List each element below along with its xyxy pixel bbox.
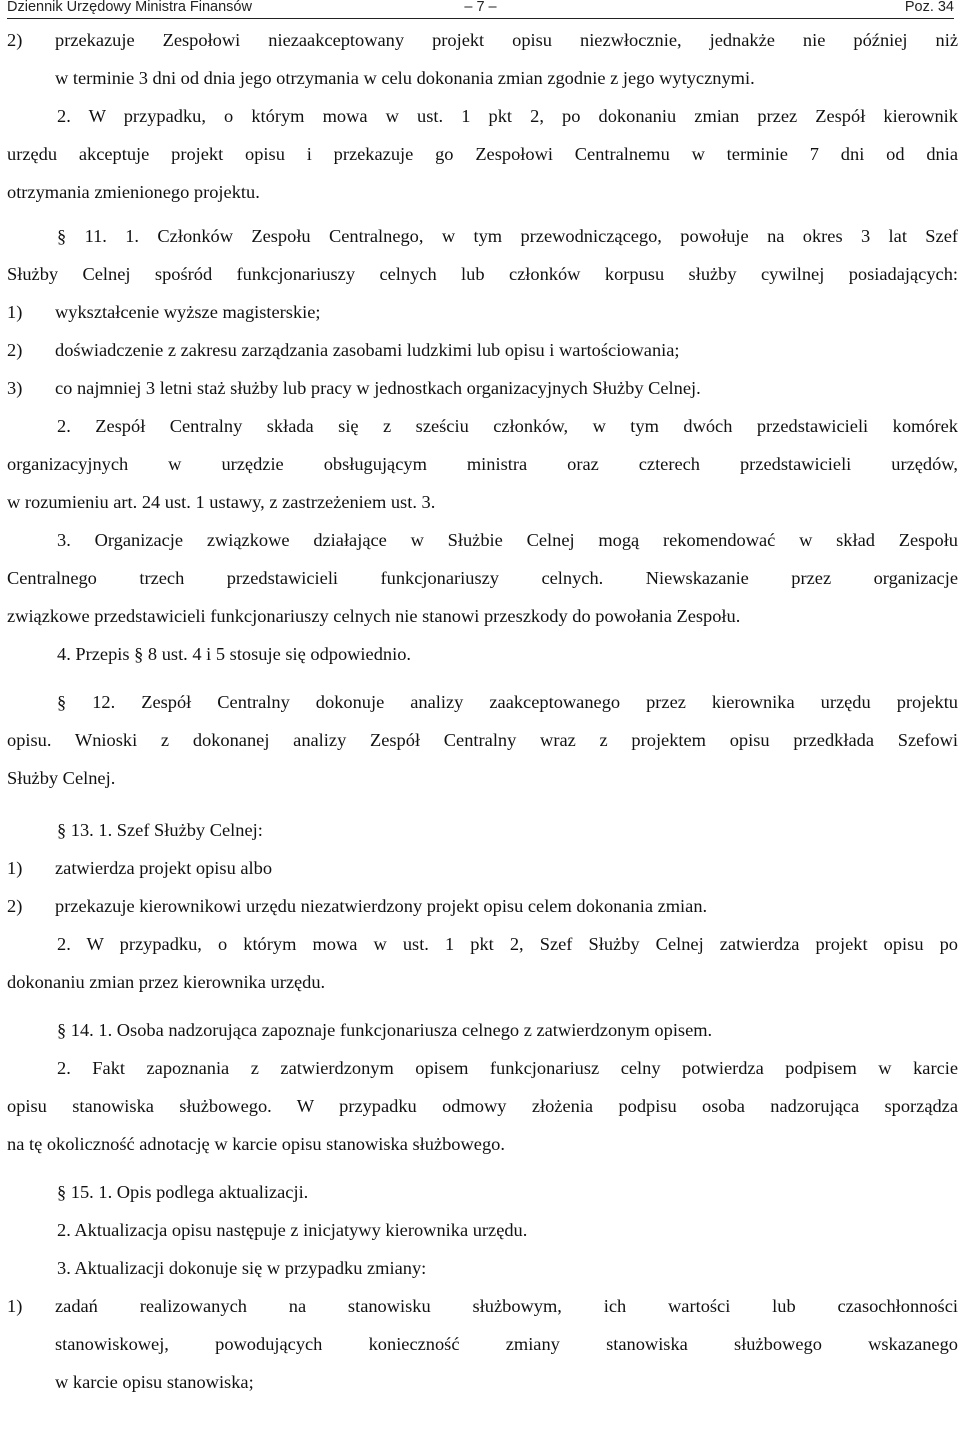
list-item-number: 3) [7,378,23,398]
paragraph-line: 3. Aktualizacji dokonuje się w przypadku zmiany: [57,1258,427,1278]
section-heading-line: § 13. 1. Szef Służby Celnej: [57,820,263,840]
list-item [7,849,958,887]
section-heading-line: § 14. 1. Osoba nadzorująca zapoznaje funkcjonariusza celnego z zatwierdzonym opisem. [57,1020,713,1040]
paragraph-line: otrzymania zmienionego projektu. [7,182,260,202]
list-item-text: co najmniej 3 letni staż służby lub pracy w jednostkach organizacyjnych Służby Celnej. [55,378,701,398]
paragraph-line: organizacyjnych w urzędzie obsługującym ministra oraz czterech przedstawicieli urzędów, [7,454,958,474]
paragraph-line: 2. Fakt zapoznania z zatwierdzonym opisem funkcjonariusz celny potwierdza podpisem w karcie [57,1058,958,1078]
list-item [7,293,958,331]
paragraph-line: 2. Zespół Centralny składa się z sześciu członków, w tym dwóch przedstawicieli komórek [57,416,958,436]
list-item-number: 1) [7,302,23,322]
paragraph-line: na tę okoliczność adnotację w karcie opisu stanowiska służbowego. [7,1134,505,1154]
list-item [7,331,958,369]
paragraph-line: opisu stanowiska służbowego. W przypadku odmowy złożenia podpisu osoba nadzorująca sporządza [7,1096,958,1116]
position-number: Poz. 34 [904,0,954,15]
paragraph-line: w terminie 3 dni od dnia jego otrzymania w celu dokonania zmian zgodnie z jego wytycznymi. [55,68,755,88]
paragraph-line: dokonaniu zmian przez kierownika urzędu. [7,972,326,992]
list-item-text: wykształcenie wyższe magisterskie; [55,302,321,322]
list-item-number: 2) [7,896,23,916]
section-heading-line: § 12. Zespół Centralny dokonuje analizy zaakceptowanego przez kierownika urzędu projektu [57,692,958,712]
journal-title: Dziennik Urzędowy Ministra Finansów [7,0,252,15]
list-item-text: zatwierdza projekt opisu albo [55,858,273,878]
paragraph-line: opisu. Wnioski z dokonanej analizy Zespół Centralny wraz z projektem opisu przedkłada Szefowi [7,730,958,750]
paragraph-line: 3. Organizacje związkowe działające w Służbie Celnej mogą rekomendować w skład Zespołu [57,530,958,550]
list-item [7,21,958,97]
list-item-text: doświadczenie z zakresu zarządzania zasobami ludzkimi lub opisu i wartościowania; [55,340,680,360]
paragraph-line: 4. Przepis § 8 ust. 4 i 5 stosuje się odpowiednio. [57,644,412,664]
section-heading-line: § 15. 1. Opis podlega aktualizacji. [57,1182,309,1202]
list-item [7,1287,958,1401]
page-number: – 7 – [464,0,497,15]
list-item-number: 1) [7,1296,23,1316]
section-heading-line: § 11. 1. Członków Zespołu Centralnego, w tym przewodniczącego, powołuje na okres 3 lat Szef [57,226,958,246]
document-body [7,21,958,1401]
list-item [7,369,958,407]
paragraph-line: w rozumieniu art. 24 ust. 1 ustawy, z zastrzeżeniem ust. 3. [7,492,436,512]
paragraph-line: stanowiskowej, powodujących konieczność zmiany stanowiska służbowego wskazanego [55,1334,958,1354]
paragraph-line: przekazuje Zespołowi niezaakceptowany projekt opisu niezwłocznie, jednakże nie później niż [55,30,958,50]
paragraph-line: 2. W przypadku, o którym mowa w ust. 1 pkt 2, po dokonaniu zmian przez Zespół kierownik [57,106,958,126]
list-item [7,887,958,925]
paragraph-line: w karcie opisu stanowiska; [55,1372,254,1392]
list-item-number: 2) [7,30,23,50]
list-item-number: 1) [7,858,23,878]
paragraph-line: urzędu akceptuje projekt opisu i przekazuje go Zespołowi Centralnemu w terminie 7 dni od dnia [7,144,958,164]
paragraph-line: Centralnego trzech przedstawicieli funkcjonariuszy celnych. Niewskazanie przez organizacje [7,568,958,588]
paragraph-line: zadań realizowanych na stanowisku służbowym, ich wartości lub czasochłonności [55,1296,958,1316]
paragraph-line: Służby Celnej spośród funkcjonariuszy celnych lub członków korpusu służby cywilnej posiadających: [7,264,958,284]
paragraph-line: 2. W przypadku, o którym mowa w ust. 1 pkt 2, Szef Służby Celnej zatwierdza projekt opisu po [57,934,958,954]
list-item-number: 2) [7,340,23,360]
page-header [7,0,954,19]
list-item-text: przekazuje kierownikowi urzędu niezatwierdzony projekt opisu celem dokonania zmian. [55,896,708,916]
paragraph-line: Służby Celnej. [7,768,116,788]
paragraph-line: 2. Aktualizacja opisu następuje z inicjatywy kierownika urzędu. [57,1220,528,1240]
paragraph-line: związkowe przedstawicieli funkcjonariuszy celnych nie stanowi przeszkody do powołania Zespołu. [7,606,741,626]
